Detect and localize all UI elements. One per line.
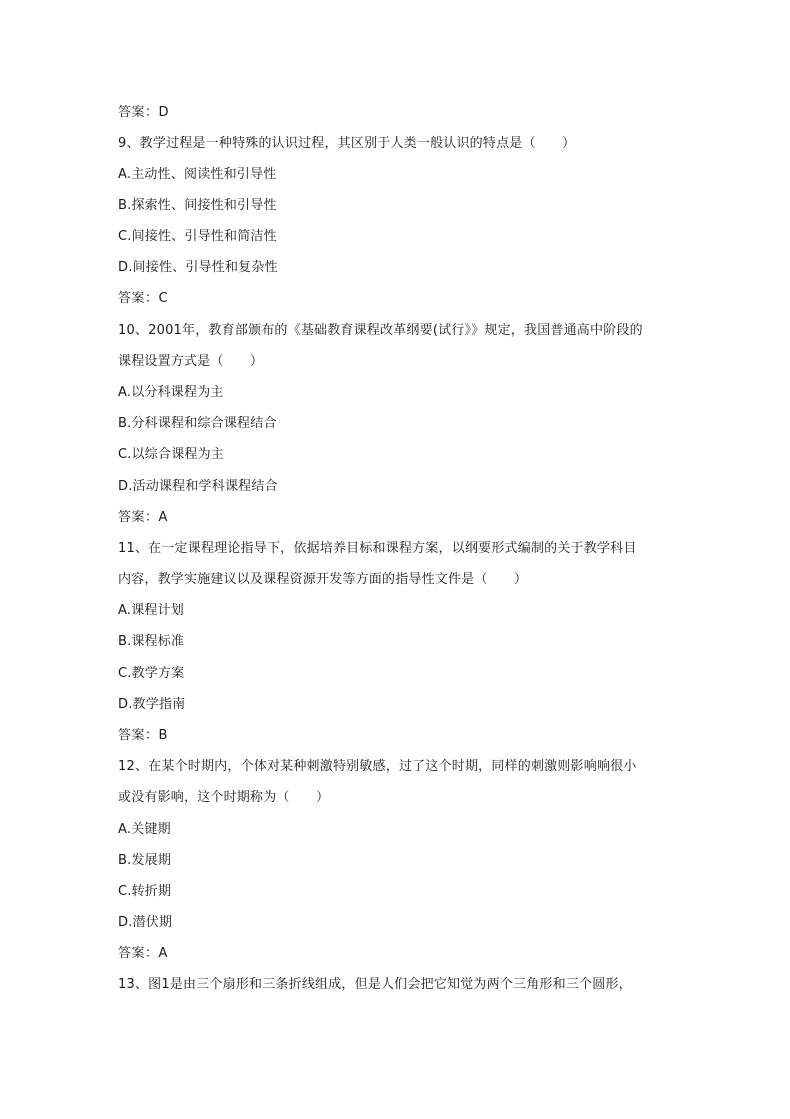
answer-line: 答案：C — [118, 291, 169, 306]
question-9-text: 9、教学过程是一种特殊的认识过程，其区别于人类一般认识的特点是（ ） — [118, 136, 576, 151]
question-10-text: 10、2001年，教育部颁布的《基础教育课程改革纲要(试行》》规定，我国普通高中阶段的 — [118, 323, 643, 338]
option-line: C.转折期 — [118, 884, 172, 899]
question-11-text-cont: 内容，教学实施建议以及课程资源开发等方面的指导性文件是（ ） — [118, 572, 528, 587]
option-line: D.活动课程和学科课程结合 — [118, 479, 278, 494]
option-line: A.主动性、阅读性和引导性 — [118, 167, 277, 182]
question-12-text: 12、在某个时期内，个体对某种刺激特别敏感，过了这个时期，同样的刺激则影响响很小 — [118, 759, 637, 774]
question-12-text-cont: 或没有影响，这个时期称为（ ） — [118, 790, 330, 805]
option-line: B.发展期 — [118, 853, 172, 868]
option-line: C.以综合课程为主 — [118, 447, 225, 462]
option-line: D.教学指南 — [118, 697, 186, 712]
option-line: B.课程标准 — [118, 634, 185, 649]
answer-line: 答案：A — [118, 946, 168, 961]
question-13-text: 13、图1是由三个扇形和三条折线组成，但是人们会把它知觉为两个三角形和三个圆形， — [118, 977, 632, 992]
question-10-text-cont: 课程设置方式是（ ） — [118, 354, 264, 369]
option-line: A.关键期 — [118, 822, 171, 837]
answer-line: 答案：A — [118, 510, 168, 525]
option-line: B.分科课程和综合课程结合 — [118, 416, 277, 431]
answer-line: 答案：B — [118, 728, 168, 743]
option-line: C.教学方案 — [118, 666, 185, 681]
answer-line: 答案：D — [118, 105, 170, 120]
option-line: D.潜伏期 — [118, 915, 173, 930]
option-line: A.课程计划 — [118, 603, 184, 618]
option-line: B.探索性、间接性和引导性 — [118, 198, 277, 213]
option-line: A.以分科课程为主 — [118, 385, 224, 400]
option-line: D.间接性、引导性和复杂性 — [118, 260, 278, 275]
question-11-text: 11、在一定课程理论指导下，依据培养目标和课程方案，以纲要形式编制的关于教学科目 — [118, 541, 637, 556]
option-line: C.间接性、引导性和简洁性 — [118, 229, 277, 244]
